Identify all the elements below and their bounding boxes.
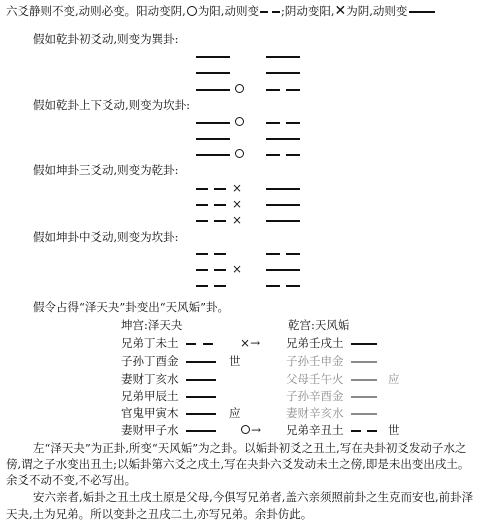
yang-line [186, 396, 216, 398]
left-line-label: 兄弟甲辰土 [121, 389, 179, 403]
yang-line [186, 430, 216, 432]
moving-yang-icon [241, 425, 250, 434]
yin-line-left [196, 188, 208, 190]
intro-part-3: ;阴动变阳, [280, 4, 335, 18]
ying-marker: 应 [388, 372, 400, 386]
right-line-label: 妻财辛亥水 [286, 406, 344, 420]
right-line-label: 父母壬午火 [286, 372, 344, 386]
yang-line [186, 379, 216, 381]
paragraph-line: 傍,谓之子水变出丑土;以姤卦第六爻之戌土,写在夬卦六爻发动未土之傍,即是未出变出戌土。 [6, 457, 470, 471]
case-heading: 假令占得“泽天夬”卦变出“天风姤”卦。 [33, 300, 230, 314]
yang-line [196, 72, 230, 74]
yang-line [196, 138, 230, 140]
yang-line [186, 361, 216, 363]
example-2-caption: 假如乾卦上下爻动,则变为坎卦: [33, 98, 191, 112]
paragraph-line: 余爻不动不变,不必写出。 [6, 473, 137, 487]
example-1-caption: 假如乾卦初爻动,则变为巽卦: [33, 32, 179, 46]
yin-line-left [351, 430, 361, 432]
paragraph-line: 天夬,土为兄弟。所以变卦之丑戌二土,亦写兄弟。余卦仿此。 [6, 507, 313, 521]
yin-line-right [286, 253, 300, 255]
yin-line-left [196, 204, 208, 206]
yin-line-left [266, 122, 280, 124]
yang-line [196, 89, 230, 91]
right-line-label: 子孙壬申金 [286, 354, 344, 368]
yang-line [351, 379, 377, 381]
yang-line [266, 188, 300, 190]
yin-line-right [214, 253, 226, 255]
intro-part-1: 六爻静则不变,动则必变。阳动变阴, [6, 4, 186, 18]
moving-yang-icon [235, 149, 244, 158]
right-hexagram-title: 乾宫:天风姤 [288, 318, 350, 332]
yin-line-right [203, 343, 213, 345]
left-hexagram-title: 坤宫:泽天夬 [121, 318, 183, 332]
right-line-label: 兄弟辛丑土 [286, 423, 344, 437]
moving-yang-icon [235, 84, 244, 93]
intro-part-2: 为阳,动则变 [197, 4, 259, 18]
left-line-label: 妻财甲子水 [121, 423, 179, 437]
yin-line-right [286, 285, 300, 287]
moving-yin-cross-icon: × [232, 213, 243, 227]
change-arrow-icon: → [250, 336, 261, 350]
ying-marker: 应 [229, 406, 241, 420]
right-line-label: 子孙辛酉金 [286, 389, 344, 403]
example-4-caption: 假如坤卦中爻动,则变为坎卦: [33, 230, 179, 244]
yin-line-right [367, 430, 377, 432]
moving-yin-cross-icon: × [232, 197, 243, 211]
moving-yang-icon [235, 117, 244, 126]
circle-symbol-icon [187, 6, 197, 16]
shi-marker: 世 [229, 354, 241, 368]
yang-line [266, 138, 300, 140]
yin-line-left [196, 285, 208, 287]
yang-line [351, 413, 377, 415]
yin-line-right [214, 269, 226, 271]
left-line-label: 子孙丁酉金 [121, 354, 179, 368]
yin-line-left [266, 154, 280, 156]
moving-yin-cross-icon: × [232, 262, 243, 276]
intro-part-4: 为阴,动则变 [346, 4, 408, 18]
yin-line-right [214, 285, 226, 287]
yang-line-symbol-icon [407, 7, 437, 15]
yang-line [196, 56, 230, 58]
yang-line [351, 343, 377, 345]
yang-line [266, 220, 300, 222]
yang-line [196, 122, 230, 124]
moving-yin-cross-icon: ×→ [240, 336, 261, 350]
left-line-label: 妻财丁亥水 [121, 372, 179, 386]
left-line-label: 兄弟丁未土 [121, 336, 179, 350]
yin-line-right [214, 204, 226, 206]
yang-line [266, 204, 300, 206]
yin-line-right [214, 220, 226, 222]
left-line-label: 官鬼甲寅木 [121, 406, 179, 420]
yin-line-left [196, 220, 208, 222]
paragraph-line: 安六亲者,姤卦之丑土戌土原是父母,今俱写兄弟者,盖六亲须照前卦之生克而安也,前卦泽 [33, 490, 474, 504]
yin-line-right [286, 89, 300, 91]
yin-line-left [196, 253, 208, 255]
yin-line-left [186, 343, 196, 345]
cross-symbol-icon: ✕ [334, 3, 347, 19]
example-3-caption: 假如坤卦三爻动,则变为乾卦: [33, 163, 179, 177]
yang-line [266, 72, 300, 74]
yin-line-left [266, 285, 280, 287]
yang-line [351, 361, 377, 363]
yang-line [351, 396, 377, 398]
yin-line-right [286, 122, 300, 124]
yin-line-left [196, 269, 208, 271]
right-line-label: 兄弟壬戌土 [286, 336, 344, 350]
shi-marker: 世 [388, 423, 400, 437]
yang-line [266, 56, 300, 58]
moving-yin-cross-icon: × [232, 181, 243, 195]
yang-line [186, 413, 216, 415]
yin-line-symbol-icon [259, 7, 281, 15]
paragraph-line: 左“泽天夬”为正卦,所变“天风姤”为之卦。以姤卦初爻之丑土,写在夬卦初爻发动子水之 [33, 441, 467, 455]
intro-line [6, 4, 437, 18]
yin-line-left [266, 253, 280, 255]
yin-line-right [286, 154, 300, 156]
yin-line-right [214, 188, 226, 190]
yang-line [266, 269, 300, 271]
change-arrow-icon: → [251, 423, 262, 437]
yin-line-left [266, 89, 280, 91]
yang-line [196, 154, 230, 156]
